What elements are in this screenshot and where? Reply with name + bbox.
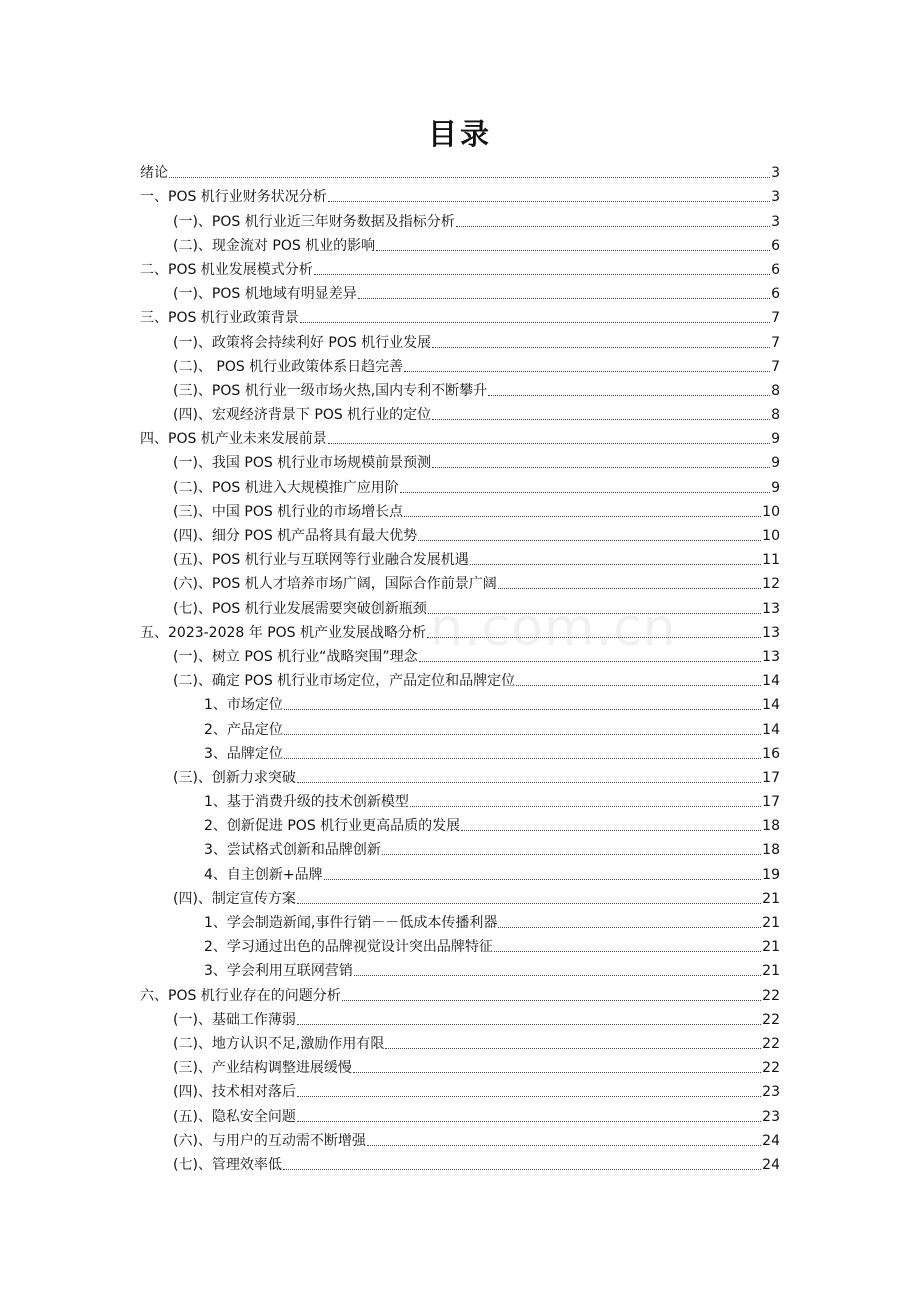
toc-entry[interactable] (140, 618, 780, 642)
toc-entry-title: (五)、POS 机行业与互联网等行业融合发展机遇 (173, 552, 469, 569)
toc-dot-leader (353, 1071, 761, 1073)
toc-page-number: 22 (762, 987, 780, 1004)
toc-dot-leader (418, 539, 761, 541)
toc-dot-leader (385, 1047, 761, 1049)
toc-entry-title: (三)、中国 POS 机行业的市场增长点 (173, 503, 404, 520)
toc-entry-title: (七)、管理效率低 (173, 1156, 282, 1173)
toc-entry[interactable] (140, 424, 780, 448)
toc-page-number: 8 (771, 407, 780, 424)
toc-page-number: 16 (762, 745, 780, 762)
toc-dot-leader (324, 878, 762, 880)
toc-page-number: 6 (771, 237, 780, 254)
toc-page-number: 21 (762, 915, 780, 931)
toc-entry-title: 1、学会制造新闻,事件行销－－低成本传播利器 (204, 915, 498, 931)
toc-entry[interactable] (140, 206, 780, 230)
toc-page-number: 22 (762, 1011, 780, 1028)
toc-dot-leader (297, 1095, 761, 1097)
toc-page-number: 17 (762, 769, 780, 786)
toc-entry[interactable] (140, 182, 780, 206)
toc-page-number: 17 (762, 794, 780, 811)
toc-entry-title: (二)、 POS 机行业政策体系日趋完善 (173, 358, 404, 375)
toc-dot-leader (297, 1120, 761, 1122)
toc-entry-title: 1、基于消费升级的技术创新模型 (204, 794, 409, 811)
toc-page-number: 18 (762, 818, 780, 835)
toc-entry[interactable] (140, 714, 780, 738)
toc-entry-title: (四)、细分 POS 机产品将具有最大优势 (173, 528, 418, 544)
toc-dot-leader (410, 805, 761, 807)
toc-dot-leader (358, 297, 770, 299)
toc-entry-title: (一)、我国 POS 机行业市场规模前景预测 (173, 455, 432, 472)
toc-entry-title: (二)、现金流对 POS 机业的影响 (173, 237, 376, 254)
toc-entry[interactable] (140, 327, 780, 351)
toc-dot-leader (284, 757, 761, 759)
toc-entry[interactable] (140, 642, 780, 666)
toc-entry[interactable] (140, 763, 780, 787)
toc-page-number: 3 (771, 189, 780, 206)
toc-entry[interactable] (140, 158, 780, 182)
toc-page-number: 22 (762, 1035, 780, 1052)
toc-entry[interactable] (140, 472, 780, 496)
toc-entry[interactable] (140, 1077, 780, 1101)
toc-page-number: 21 (762, 890, 780, 907)
toc-entry-title: (一)、POS 机地域有明显差异 (173, 286, 357, 303)
toc-dot-leader (494, 950, 761, 952)
toc-entry[interactable] (140, 908, 780, 932)
toc-entry[interactable] (140, 1053, 780, 1077)
toc-page-number: 13 (762, 624, 780, 641)
toc-dot-leader (284, 708, 761, 710)
toc-entry-title: (七)、POS 机行业发展需要突破创新瓶颈 (173, 600, 427, 617)
toc-entry[interactable] (140, 545, 780, 569)
toc-entry-title: (五)、隐私安全问题 (173, 1108, 296, 1125)
toc-entry-title: 三、POS 机行业政策背景 (140, 310, 299, 327)
toc-dot-leader (328, 442, 770, 444)
toc-entry[interactable] (140, 400, 780, 424)
toc-entry[interactable] (140, 932, 780, 956)
toc-entry-title: 3、学会利用互联网营销 (204, 963, 353, 980)
toc-entry-title: 2、创新促进 POS 机行业更高品质的发展 (204, 818, 461, 835)
toc-entry[interactable] (140, 1126, 780, 1150)
toc-entry-title: 六、POS 机行业存在的问题分析 (140, 987, 341, 1004)
toc-entry[interactable] (140, 1029, 780, 1053)
toc-page-number: 9 (771, 455, 780, 472)
toc-entry[interactable] (140, 352, 780, 376)
toc-page-number: 14 (762, 673, 780, 690)
toc-entry-title: 四、POS 机产业未来发展前景 (140, 431, 327, 448)
toc-entry-title: (三)、产业结构调整进展缓慢 (173, 1060, 352, 1077)
toc-entry[interactable] (140, 1101, 780, 1125)
toc-entry[interactable] (140, 497, 780, 521)
toc-dot-leader (404, 370, 770, 372)
toc-page-number: 22 (762, 1060, 780, 1077)
toc-dot-leader (328, 200, 770, 202)
toc-entry-title: (四)、宏观经济背景下 POS 机行业的定位 (173, 407, 432, 424)
table-of-contents (140, 158, 780, 1174)
toc-entry-title: (六)、与用户的互动需不断增强 (173, 1132, 366, 1149)
toc-page-number: 10 (762, 503, 780, 520)
toc-dot-leader (354, 974, 761, 976)
toc-entry-title: (三)、创新力求突破 (173, 769, 296, 786)
toc-entry-title: 3、尝试格式创新和品牌创新 (204, 842, 381, 859)
toc-entry[interactable] (140, 980, 780, 1004)
toc-dot-leader (432, 418, 770, 420)
toc-entry-title: (一)、POS 机行业近三年财务数据及指标分析 (173, 213, 455, 230)
toc-entry-title: (二)、地方认识不足,激励作用有限 (173, 1035, 385, 1052)
toc-entry-title: 五、2023-2028 年 POS 机产业发展战略分析 (140, 624, 427, 641)
toc-entry[interactable] (140, 569, 780, 593)
toc-page-number: 7 (771, 334, 780, 351)
toc-entry[interactable] (140, 231, 780, 255)
toc-entry-title: (六)、POS 机人才培养市场广阔，国际合作前景广阔 (173, 576, 497, 593)
toc-entry-title: 2、产品定位 (204, 721, 283, 738)
toc-entry[interactable] (140, 593, 780, 617)
toc-dot-leader (498, 926, 761, 928)
toc-entry[interactable] (140, 1150, 780, 1174)
toc-entry-title: (一)、基础工作薄弱 (173, 1011, 296, 1028)
toc-page-number: 14 (762, 721, 780, 738)
toc-dot-leader (376, 249, 770, 251)
toc-page-number: 7 (771, 310, 780, 327)
watermark-text: n.com.cn (430, 598, 677, 658)
toc-entry-title: 一、POS 机行业财务状况分析 (140, 189, 327, 206)
toc-entry[interactable] (140, 859, 780, 883)
toc-entry[interactable] (140, 811, 780, 835)
toc-entry-title: (一)、政策将会持续利好 POS 机行业发展 (173, 334, 432, 351)
toc-page-number: 24 (762, 1156, 780, 1173)
toc-entry-title: 4、自主创新+品牌 (204, 866, 323, 883)
toc-page-number: 12 (762, 576, 780, 593)
toc-page-number: 13 (762, 648, 780, 665)
toc-entry[interactable] (140, 255, 780, 279)
toc-entry-title: (一)、树立 POS 机行业“战略突围”理念 (173, 648, 418, 665)
toc-entry-title: 二、POS 机业发展模式分析 (140, 261, 313, 278)
toc-entry[interactable] (140, 690, 780, 714)
toc-dot-leader (456, 225, 770, 227)
toc-dot-leader (400, 491, 770, 493)
toc-entry-title: 3、品牌定位 (204, 745, 283, 762)
toc-dot-leader (470, 563, 761, 565)
toc-page-number: 3 (771, 165, 780, 182)
toc-entry-title: (四)、技术相对落后 (173, 1084, 296, 1101)
toc-page-number: 23 (762, 1084, 780, 1101)
toc-entry[interactable] (140, 835, 780, 859)
toc-page-number: 3 (771, 213, 780, 230)
toc-dot-leader (404, 515, 761, 517)
toc-page-number: 21 (762, 963, 780, 980)
toc-page-number: 9 (771, 479, 780, 496)
toc-entry-title: (四)、制定宣传方案 (173, 890, 296, 907)
toc-page-number: 6 (771, 286, 780, 303)
toc-dot-leader (297, 781, 761, 783)
toc-dot-leader (432, 346, 770, 348)
toc-dot-leader (314, 273, 770, 275)
toc-dot-leader (427, 636, 761, 638)
toc-dot-leader (284, 733, 761, 735)
toc-page-number: 18 (762, 842, 780, 859)
toc-page-number: 7 (771, 358, 780, 375)
toc-entry-title: 绪论 (140, 165, 168, 182)
toc-dot-leader (419, 660, 761, 662)
toc-dot-leader (283, 1168, 761, 1170)
toc-dot-leader (169, 176, 770, 178)
toc-page-number: 23 (762, 1108, 780, 1125)
toc-entry[interactable] (140, 279, 780, 303)
toc-page-number: 19 (762, 866, 780, 883)
toc-page-number: 6 (771, 261, 780, 278)
toc-page-number: 14 (762, 697, 780, 714)
toc-page-number: 8 (771, 382, 780, 399)
toc-page-number: 13 (762, 600, 780, 617)
toc-dot-leader (300, 321, 770, 323)
toc-entry[interactable] (140, 666, 780, 690)
toc-entry[interactable] (140, 521, 780, 545)
toc-dot-leader (342, 999, 761, 1001)
toc-entry[interactable] (140, 376, 780, 400)
toc-entry[interactable] (140, 303, 780, 327)
toc-entry-title: 1、市场定位 (204, 697, 283, 714)
toc-entry[interactable] (140, 448, 780, 472)
toc-entry-title: (二)、确定 POS 机行业市场定位，产品定位和品牌定位 (173, 673, 516, 690)
toc-title: 目录 (427, 117, 492, 151)
toc-entry-title: 2、学习通过出色的品牌视觉设计突出品牌特征 (204, 939, 493, 956)
toc-page-number: 21 (762, 939, 780, 956)
toc-dot-leader (367, 1144, 761, 1146)
toc-dot-leader (382, 853, 761, 855)
toc-dot-leader (516, 684, 761, 686)
toc-entry-title: (二)、POS 机进入大规模推广应用阶 (173, 479, 399, 496)
toc-dot-leader (498, 587, 761, 589)
toc-page-number: 9 (771, 431, 780, 448)
toc-entry[interactable] (140, 739, 780, 763)
toc-page-number: 10 (762, 528, 780, 544)
toc-dot-leader (297, 902, 761, 904)
toc-page-number: 11 (762, 552, 780, 569)
toc-entry[interactable] (140, 956, 780, 980)
toc-entry[interactable] (140, 1005, 780, 1029)
toc-dot-leader (488, 394, 770, 396)
toc-entry[interactable] (140, 884, 780, 908)
toc-dot-leader (297, 1023, 761, 1025)
toc-page-number: 24 (762, 1132, 780, 1149)
toc-dot-leader (461, 829, 761, 831)
toc-entry[interactable] (140, 787, 780, 811)
toc-dot-leader (428, 612, 761, 614)
toc-entry-title: (三)、POS 机行业一级市场火热,国内专利不断攀升 (173, 382, 488, 399)
toc-dot-leader (432, 466, 770, 468)
